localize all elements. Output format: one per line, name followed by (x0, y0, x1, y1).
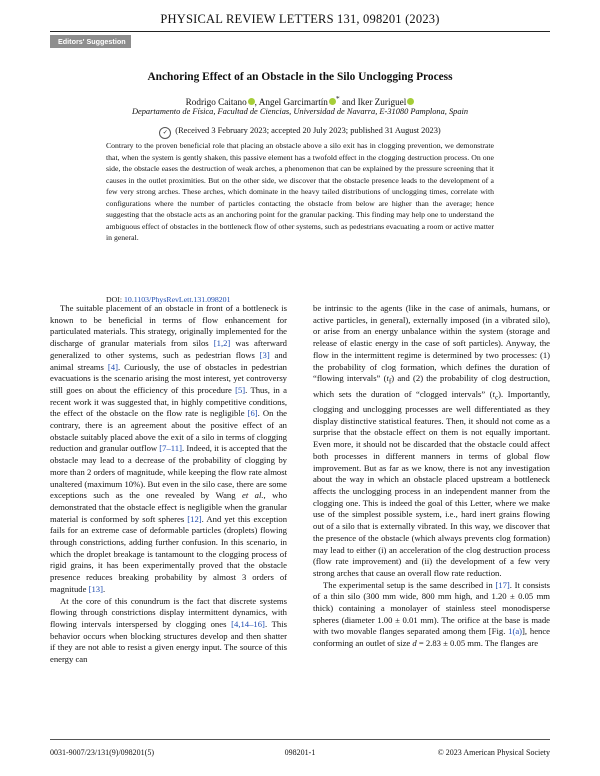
publication-dates (0, 126, 600, 139)
orcid-icon[interactable] (248, 98, 255, 105)
body-paragraph: At the core of this conundrum is the fact that discrete systems flowing through constrictions display intermittent dynamics, with flowing intervals interspersed by clogging ones [4,14–16]. This behavior occurs when blocking structures develop and then shatter if they are not able to resist a given energy input. The source of this energy can (50, 595, 287, 665)
citation-link[interactable]: [5] (235, 384, 246, 395)
citation-link[interactable]: [1,2] (213, 338, 231, 349)
header-rule (50, 31, 550, 32)
author-name[interactable]: Rodrigo Caitano (185, 97, 247, 108)
citation-link[interactable]: [13] (88, 583, 103, 594)
article-title: Anchoring Effect of an Obstacle in the Silo Unclogging Process (147, 71, 453, 83)
abstract: Contrary to the proven beneficial role that placing an obstacle above a silo exit has in clogging prevention, we demonstrate that, when the system is gently shaken, this passive element has a twofold effect in the clogging destruction process. On one side, the obstacle eases the destruction of weak arches, a phenomenon that can be explained by the pressure screening that it causes in the outlet proximities. But on the other side, we discover that the obstacle presence leads to the development of a few very strong arches. These arches, which dominate in the heavy tailed distributions of unclogging times, correlate with configurations where the number of particles contacting the obstacle from below are higher than the average; hence suggesting that the obstacle acts as an anchoring point for the granular packing. This finding may help one to understand the ambiguous effect of obstacles in the bottleneck flow of other systems, such as pedestrians evacuating a room or active matter in general. (106, 141, 494, 243)
figure-link[interactable]: 1(a) (508, 626, 523, 637)
citation-link[interactable]: [3] (259, 349, 270, 360)
orcid-icon[interactable] (329, 98, 336, 105)
corresponding-author-mark: * (335, 94, 340, 103)
footer-copyright: © 2023 American Physical Society (437, 748, 550, 757)
citation-link[interactable]: [17] (495, 579, 510, 590)
author-name[interactable]: Angel Garcimartín (258, 97, 328, 108)
citation-link[interactable]: [4,14–16] (231, 618, 265, 629)
author-name[interactable]: and Iker Zuriguel (342, 97, 407, 108)
check-for-updates-icon[interactable]: ✓ (159, 127, 171, 139)
citation-link[interactable]: [6] (247, 408, 258, 419)
citation-link[interactable]: [4] (107, 361, 118, 372)
citation-link[interactable]: [7–11] (159, 443, 182, 454)
body-column-left (50, 303, 287, 666)
doi-link[interactable]: 10.1103/PhysRevLett.131.098201 (123, 295, 231, 304)
doi-label: DOI: (106, 295, 123, 304)
body-paragraph: The experimental setup is the same described in [17]. It consists of a thin silo (300 mm wide, 800 mm high, and 1.20 ± 0.05 mm thick) containing a monolayer of stainless steel monodisperse spheres (diameter 1.00 ± 0.01 mm). The orifice at the base is made with two movable flanges separated among them [Fig. 1(a)], hence conforming an outlet of size d = 2.83 ± 0.05 mm. The flanges are (313, 579, 550, 649)
orcid-icon[interactable] (407, 98, 414, 105)
author-list: Rodrigo Caitano , Angel Garcimartín * and Iker Zuriguel (0, 94, 600, 107)
body-column-right (313, 303, 550, 650)
footer-rule (50, 739, 550, 740)
body-paragraph: be intrinsic to the agents (like in the case of animals, humans, or active particles, in general), externally imposed (in a vibrated silo), or arise from an energy unbalance within the system (storage and release of elastic energy in the case of soft particles). Anyway, the flow in the intermittent regime is determined by two processes: (1) the probability of clog formation, which defines the duration of “flowing intervals” $(t_f)$ and (2) the probability of clog destruction, which sets the duration of “clogged intervals” $(t_c)$. Importantly, clogging and unclogging processes are well differentiated as they display distinctive statistical features. Then, it should not come as a surprise that the obstacle effect on them is not equally important. Even more, it should not be discarded that the obstacle could affect both processes in different manners in terms of global flow improvement. But as far as we know, there is not any investigation about the way in which an obstacle placed upstream a bottleneck affects the unclogging process in an independent manner from the clogging one. This is indeed the goal of this Letter, where we make use of the simplest possible system, i.e., hard inert grains flowing out of a silo that is externally vibrated. In this way, we discover that the presence of the obstacle (which always prevents clog formation) may lead to either (i) an acceleration of the clog destruction process (flow rate improvement) and (ii) the development of a few very strong arches that cause an overall flow rate reduction. (313, 303, 550, 578)
journal-header: PHYSICAL REVIEW LETTERS 131, 098201 (2023) (160, 12, 440, 26)
footer-issn: 0031-9007/23/131(9)/098201(5) (50, 748, 154, 757)
affiliation: Departamento de Física, Facultad de Ciencias, Universidad de Navarra, E-31080 Pamplona, Spain (131, 107, 469, 116)
editors-suggestion-badge: Editors' Suggestion (50, 35, 131, 48)
dates-text: (Received 3 February 2023; accepted 20 July 2023; published 31 August 2023) (175, 126, 441, 135)
citation-link[interactable]: [12] (187, 513, 202, 524)
footer-page-number: 098201-1 (284, 748, 316, 757)
body-paragraph: The suitable placement of an obstacle in front of a bottleneck is known to be beneficial in terms of flow enhancement for particulated materials. This strategy, originally implemented for the discharge of granular materials from silos [1,2] was afterward generalized to other systems, such as pedestrian flows [3] and animal streams [4]. Curiously, the use of obstacles in pedestrian evacuations is the scenario arising the most interest, yet controversy still goes on about the efficiency of this procedure [5]. Thus, in a recent work it was suggested that, in highly competitive conditions, the effect of the obstacle on the flow rate is negligible [6]. On the contrary, there is an agreement about the positive effect of an obstacle suitably placed above the exit of a silo in terms of clogging reduction and granular outflow [7–11]. Indeed, it is accepted that the obstacle may lead to a decrease of the probability of clogging by more than 2 orders of magnitude, while keeping the flow rate almost unaltered (maximum 10%). But even in the silo case, there are some exceptions such as the one revealed by Wang et al., who demonstrated that the obstacle effect is negligible when the granular material is conformed by soft spheres [12]. And yet this exception fails for an extreme case of deformable particles (droplets) flowing through constrictions, adding further confusion. In this scenario, in which the droplet breakage is tantamount to the clogging process of rigid grains, it has been experimentally proved that the obstacle presence reduces breaking probability by almost 3 orders of magnitude [13]. (50, 303, 288, 594)
